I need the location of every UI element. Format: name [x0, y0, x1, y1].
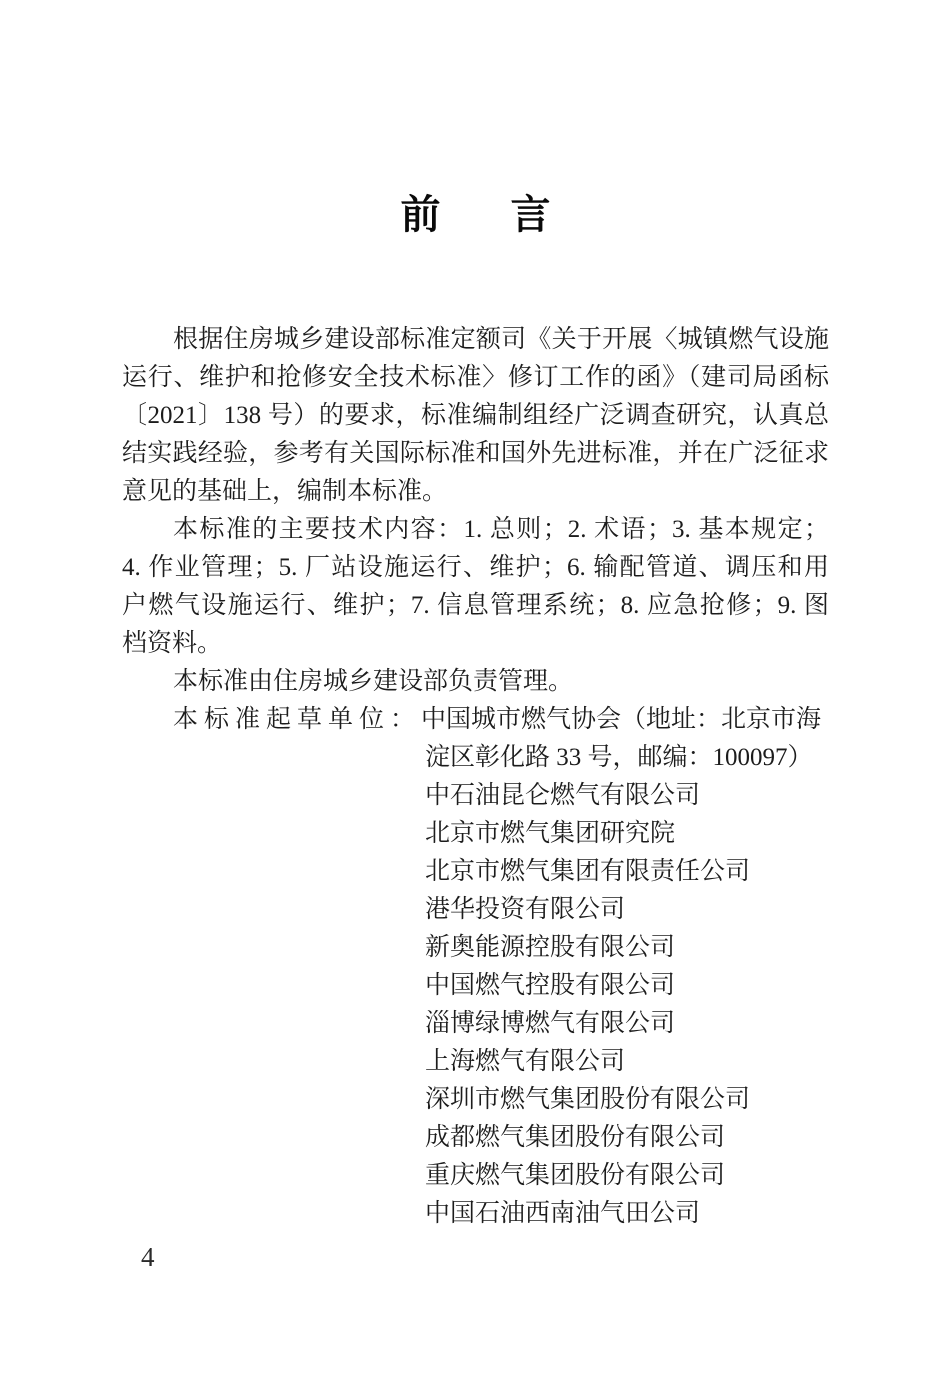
drafting-unit-label: 本标准起草单位：: [173, 706, 422, 733]
organization-line: 港华投资有限公司: [425, 896, 626, 923]
organization-line: 中石油昆仑燃气有限公司: [425, 782, 701, 809]
organization-line: 中国燃气控股有限公司: [425, 972, 676, 999]
management-line: 本标准由住房城乡建设部负责管理。: [173, 668, 574, 695]
drafting-unit-row: [122, 701, 829, 739]
organization-line: 成都燃气集团股份有限公司: [425, 1124, 726, 1151]
para2-line: 4. 作业管理；5. 厂站设施运行、维护；6. 输配管道、调压和用: [122, 554, 829, 581]
organization-list: [122, 777, 829, 1233]
foreword-body: [122, 321, 829, 1233]
para-management: [122, 663, 829, 701]
page-title: [122, 192, 829, 238]
drafting-unit-continuation: [122, 739, 829, 777]
para-basis: [122, 321, 829, 511]
organization-line: 北京市燃气集团研究院: [425, 820, 676, 847]
para-contents: [122, 511, 829, 663]
title-char-first: 前: [400, 192, 441, 237]
para1-line: 意见的基础上，编制本标准。: [122, 478, 448, 505]
para2-line: 档资料。: [122, 630, 223, 657]
organization-line: 北京市燃气集团有限责任公司: [425, 858, 751, 885]
organization-line: 深圳市燃气集团股份有限公司: [425, 1086, 751, 1113]
title-char-second: 言: [510, 192, 551, 237]
drafting-unit-value: 中国城市燃气协会（地址：北京市海: [421, 706, 822, 733]
organization-line: 新奥能源控股有限公司: [425, 934, 676, 961]
para1-line: 运行、维护和抢修安全技术标准〉修订工作的函》（建司局函标: [122, 364, 829, 391]
organization-line: 淄博绿博燃气有限公司: [425, 1010, 676, 1037]
para1-line: 根据住房城乡建设部标准定额司《关于开展〈城镇燃气设施: [173, 326, 829, 353]
organization-line: 中国石油西南油气田公司: [425, 1200, 701, 1227]
para1-line: 〔2021〕138 号）的要求，标准编制组经广泛调查研究，认真总: [122, 402, 829, 429]
organization-line: 重庆燃气集团股份有限公司: [425, 1162, 726, 1189]
organization-line: 上海燃气有限公司: [425, 1048, 626, 1075]
para2-line: 户燃气设施运行、维护；7. 信息管理系统；8. 应急抢修；9. 图: [122, 592, 829, 619]
para1-line: 结实践经验，参考有关国际标准和国外先进标准，并在广泛征求: [122, 440, 829, 467]
page-number: 4: [141, 1242, 155, 1272]
address-line: 淀区彰化路 33 号，邮编：100097）: [425, 744, 813, 771]
para2-line: 本标准的主要技术内容：1. 总则；2. 术语；3. 基本规定；: [173, 516, 829, 543]
